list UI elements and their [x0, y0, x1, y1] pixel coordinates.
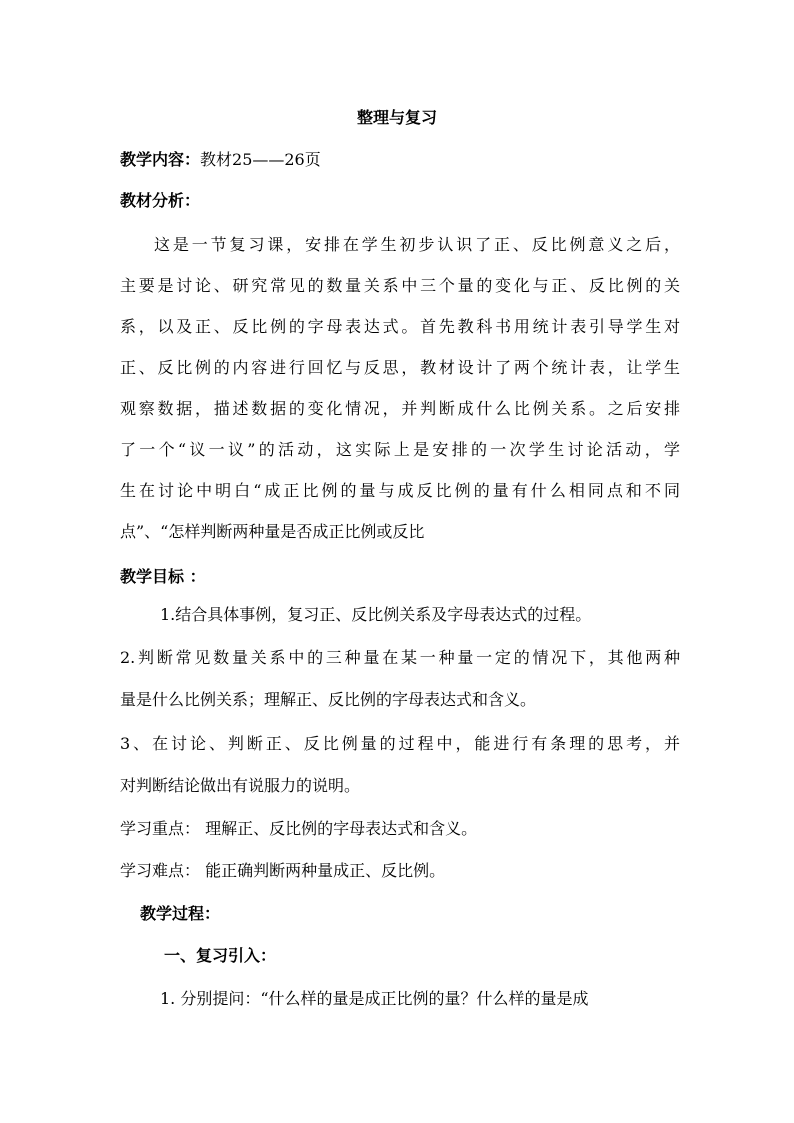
goal-line-3: 量是什么比例关系；理解正、反比例的字母表达式和含义。	[120, 690, 537, 709]
goal-line-5: 对判断结论做出有说服力的说明。	[120, 776, 361, 795]
key-point: 学习重点： 理解正、反比例的字母表达式和含义。	[120, 819, 478, 838]
section-review-intro: 一、复习引入：	[164, 946, 277, 965]
analysis-line-6: 了一个“议一议”的活动，这实际上是安排的一次学生讨论活动，学	[120, 440, 680, 459]
process-item-1: 1. 分别提问：“什么样的量是成正比例的量？什么样的量是成	[160, 989, 589, 1008]
analysis-line-2: 主要是讨论、研究常见的数量关系中三个量的变化与正、反比例的关	[120, 276, 680, 295]
analysis-heading: 教材分析：	[120, 191, 201, 210]
analysis-line-5: 观察数据，描述数据的变化情况，并判断成什么比例关系。之后安排	[120, 399, 680, 418]
process-heading: 教学过程：	[140, 904, 221, 923]
analysis-line-7: 生在讨论中明白“成正比例的量与成反比例的量有什么相同点和不同	[120, 481, 680, 500]
analysis-line-1: 这是一节复习课，安排在学生初步认识了正、反比例意义之后，	[154, 235, 680, 254]
goal-line-2: 2.判断常见数量关系中的三种量在某一种量一定的情况下，其他两种	[120, 648, 680, 667]
analysis-line-4: 正、反比例的内容进行回忆与反思，教材设计了两个统计表，让学生	[120, 358, 680, 377]
goal-line-1: 1.结合具体事例，复习正、反比例关系及字母表达式的过程。	[160, 605, 592, 624]
goals-heading: 教学目标 ：	[120, 567, 206, 586]
analysis-line-3: 系，以及正、反比例的字母表达式。首先教科书用统计表引导学生对	[120, 317, 680, 336]
difficulty-point: 学习难点： 能正确判断两种量成正、反比例。	[120, 861, 446, 880]
goal-line-4: 3、在讨论、判断正、反比例量的过程中，能进行有条理的思考，并	[120, 734, 680, 753]
teaching-content-row	[120, 150, 321, 170]
teaching-content-value: 教材25——26页	[200, 150, 321, 169]
analysis-line-8: 点”、“怎样判断两种量是否成正比例或反比	[120, 522, 425, 541]
document-title: 整理与复习	[356, 108, 437, 127]
teaching-content-label: 教学内容：	[120, 150, 201, 169]
